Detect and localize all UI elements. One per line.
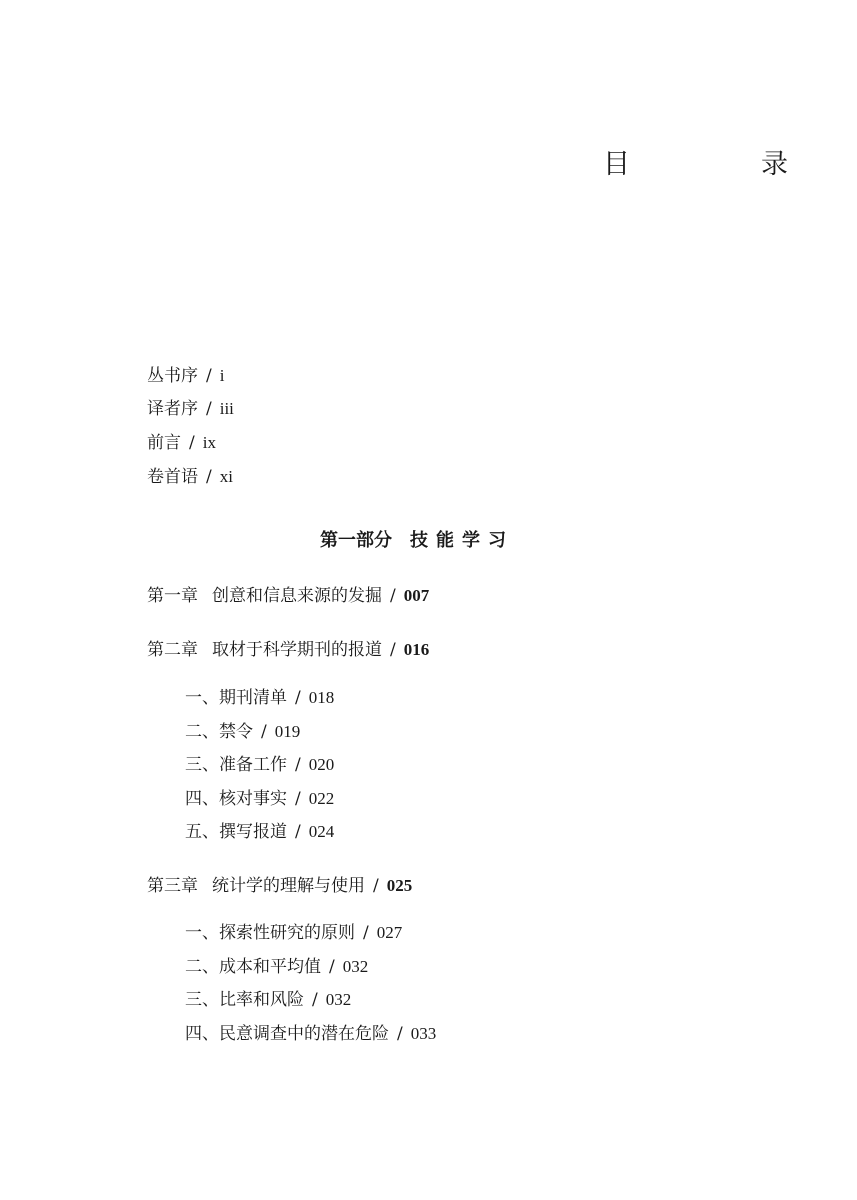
- toc-section[interactable]: 五、撰写报道 / 024: [185, 822, 335, 842]
- toc-section[interactable]: 二、成本和平均值 / 032: [185, 957, 369, 977]
- part-heading: [320, 526, 514, 552]
- chapter-page: 025: [386, 876, 413, 895]
- toc-chapter[interactable]: 第一章 创意和信息来源的发掘 / 007: [147, 586, 430, 606]
- toc-front-item[interactable]: 卷首语 / xi: [147, 467, 233, 487]
- section-page: 024: [308, 822, 335, 841]
- section-page: 019: [274, 722, 301, 741]
- part-number: 第一部分: [320, 530, 392, 551]
- section-page: 033: [410, 1024, 437, 1043]
- section-page: 022: [308, 789, 335, 808]
- section-label: 一、探索性研究的原则: [185, 923, 355, 943]
- toc-section[interactable]: 二、禁令 / 019: [185, 722, 301, 742]
- toc-label: 卷首语: [147, 467, 198, 487]
- toc-front-item[interactable]: 丛书序 / i: [147, 366, 225, 386]
- section-label: 四、民意调查中的潜在危险: [185, 1024, 389, 1044]
- chapter-label: 第一章: [147, 586, 198, 606]
- toc-page: i: [219, 366, 225, 385]
- section-page: 020: [308, 755, 335, 774]
- toc-chapter[interactable]: 第二章 取材于科学期刊的报道 / 016: [147, 640, 430, 660]
- toc-front-item[interactable]: 译者序 / iii: [147, 399, 234, 419]
- section-label: 二、禁令: [185, 722, 253, 742]
- toc-page: xi: [219, 467, 233, 486]
- toc-section[interactable]: 四、核对事实 / 022: [185, 789, 335, 809]
- section-label: 三、准备工作: [185, 755, 287, 775]
- section-label: 一、期刊清单: [185, 688, 287, 708]
- section-page: 032: [325, 990, 352, 1009]
- toc-section[interactable]: 一、探索性研究的原则 / 027: [185, 923, 403, 943]
- section-page: 027: [376, 923, 403, 942]
- chapter-label: 第三章: [147, 876, 198, 896]
- toc-page: iii: [219, 399, 234, 418]
- toc-front-item[interactable]: 前言 / ix: [147, 433, 216, 453]
- toc-section[interactable]: 三、比率和风险 / 032: [185, 990, 352, 1010]
- toc-label: 译者序: [147, 399, 198, 419]
- toc-label: 丛书序: [147, 366, 198, 386]
- chapter-title: 创意和信息来源的发掘: [212, 586, 382, 606]
- toc-section[interactable]: 一、期刊清单 / 018: [185, 688, 335, 708]
- chapter-page: 007: [403, 586, 430, 605]
- page-title-text: 目 录: [603, 149, 840, 180]
- section-label: 二、成本和平均值: [185, 957, 321, 977]
- chapter-label: 第二章: [147, 640, 198, 660]
- chapter-title: 取材于科学期刊的报道: [212, 640, 382, 660]
- section-page: 032: [342, 957, 369, 976]
- section-label: 三、比率和风险: [185, 990, 304, 1010]
- toc-section[interactable]: 三、准备工作 / 020: [185, 755, 335, 775]
- part-name: 技能学习: [410, 530, 514, 551]
- toc-page: ix: [202, 433, 216, 452]
- toc-chapter[interactable]: 第三章 统计学的理解与使用 / 025: [147, 876, 413, 896]
- section-label: 四、核对事实: [185, 789, 287, 809]
- section-label: 五、撰写报道: [185, 822, 287, 842]
- toc-label: 前言: [147, 433, 181, 453]
- toc-section[interactable]: 四、民意调查中的潜在危险 / 033: [185, 1024, 437, 1044]
- chapter-page: 016: [403, 640, 430, 659]
- chapter-title: 统计学的理解与使用: [212, 876, 365, 896]
- section-page: 018: [308, 688, 335, 707]
- page-title: [603, 142, 840, 181]
